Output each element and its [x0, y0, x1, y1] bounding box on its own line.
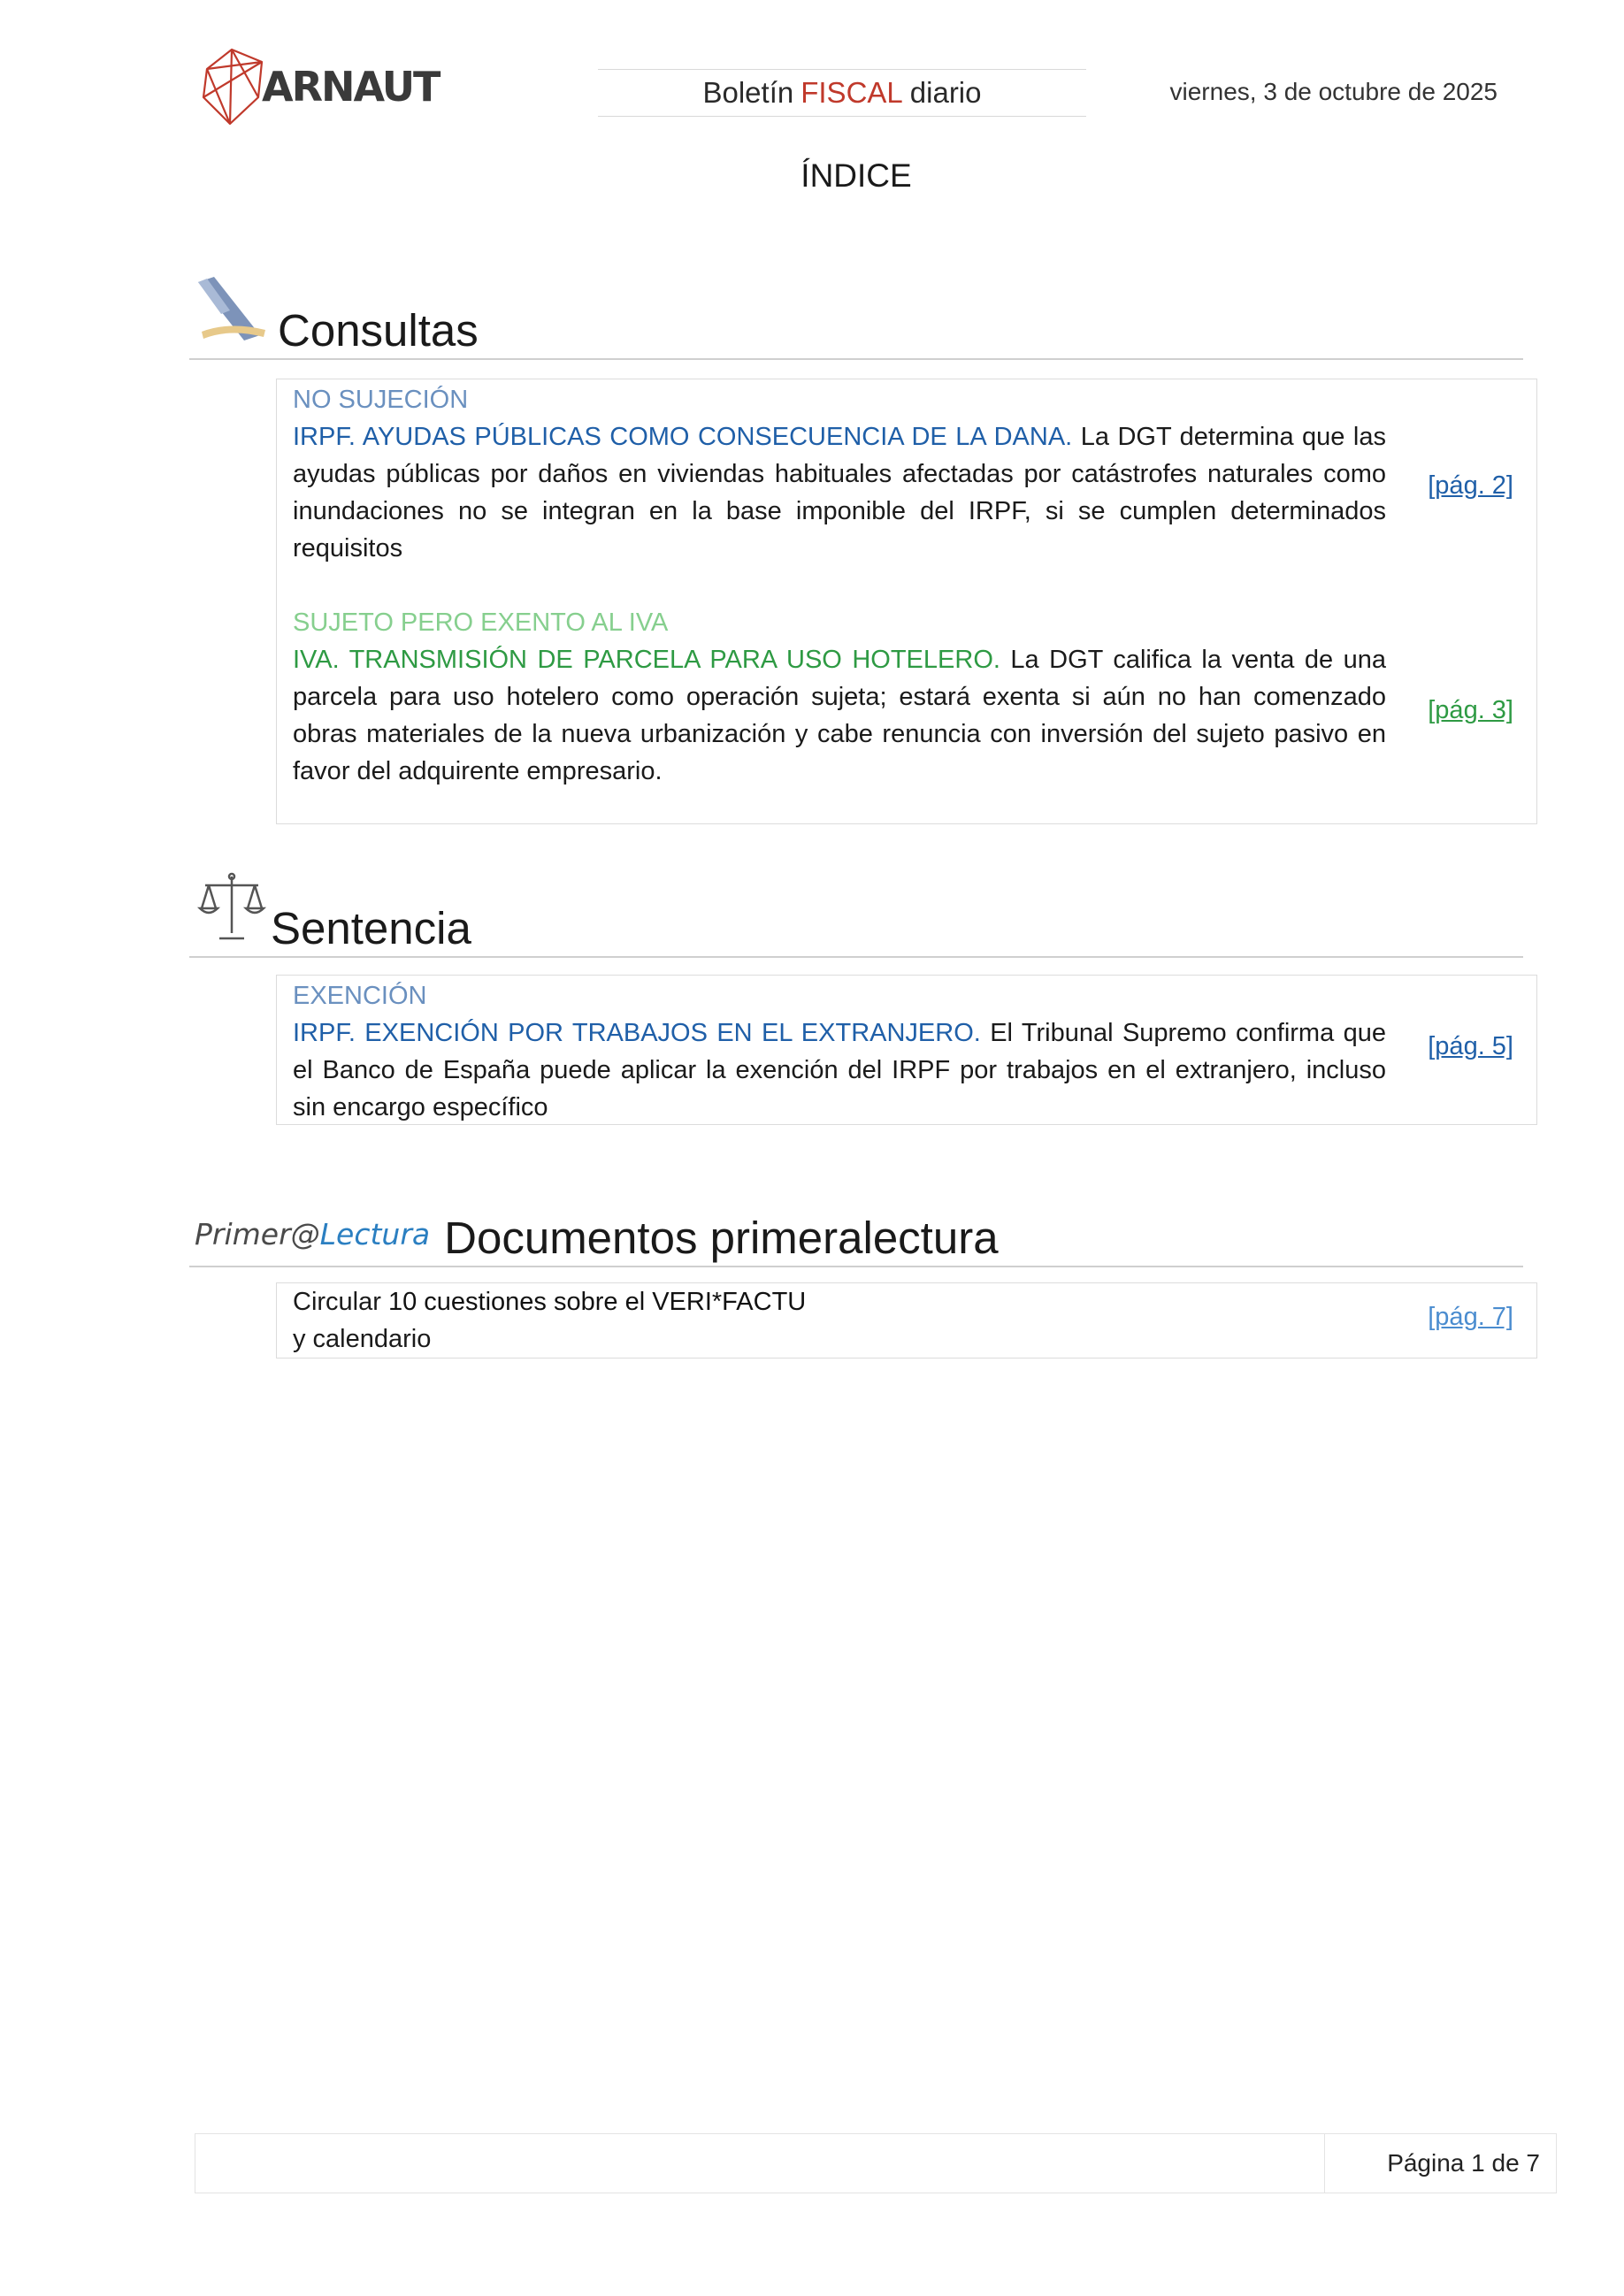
page-number: Página 1 de 7: [1324, 2134, 1556, 2193]
entry-text: La DGT califica la venta de una parcela para uso hotelero como operación sujeta; estará exenta si aún no han comenzado obras materiales de la nueva urbanización y cabe renuncia con inversión del sujeto pasivo en favor del adquirente empresario.: [293, 646, 1387, 785]
entry-text: La DGT determina que las ayudas públicas por daños en viviendas habituales afectadas por catástrofes naturales como inundaciones no se integran en la base imponible del IRPF, si se cumplen determinados requisitos: [293, 423, 1386, 563]
list-item: [277, 567, 1536, 790]
entry-heading: IRPF. AYUDAS PÚBLICAS COMO CONSECUENCIA DE LA DANA.: [293, 423, 1073, 451]
entry-heading: IRPF. EXENCIÓN POR TRABAJOS EN EL EXTRANJERO.: [293, 1019, 981, 1047]
primeralectura-logo: Primer@Lectura: [195, 1217, 431, 1251]
logo-text: ARNAUT: [262, 63, 440, 111]
scales-icon: [196, 869, 267, 945]
entry-heading: IVA. TRANSMISIÓN DE PARCELA PARA USO HOTELERO.: [293, 646, 1000, 674]
entry-body: [293, 418, 1386, 567]
page-link[interactable]: [pág. 3]: [1428, 696, 1513, 724]
aeat-logo-icon: [195, 273, 271, 348]
section-title-sentencia: Sentencia: [271, 903, 471, 953]
section-header-consultas: [189, 270, 1523, 360]
section-header-sentencia: [189, 862, 1523, 958]
documentos-box: [276, 1282, 1537, 1358]
list-item: [277, 976, 1536, 1126]
arnaut-logo: [196, 42, 453, 131]
section-title-consultas: Consultas: [278, 305, 479, 356]
consultas-box: [276, 379, 1537, 824]
page-link[interactable]: [pág. 7]: [1428, 1303, 1513, 1331]
bulletin-title: Boletín FISCAL diario: [598, 69, 1086, 117]
bulletin-fiscal-word: FISCAL: [801, 76, 903, 109]
crystal-logo-icon: [196, 42, 267, 131]
entry-category: NO SUJECIÓN: [293, 386, 469, 414]
sentencia-box: [276, 975, 1537, 1125]
bulletin-date: viernes, 3 de octubre de 2025: [1169, 78, 1498, 105]
entry-line-2: y calendario: [293, 1325, 432, 1353]
entry-prefix: Circular: [293, 1288, 381, 1316]
page-footer: [195, 2133, 1557, 2193]
page-link[interactable]: [pág. 5]: [1428, 1032, 1513, 1060]
list-item: [277, 379, 1536, 567]
section-title-documentos: Documentos primeralectura: [444, 1213, 999, 1263]
entry-line-1: [293, 1283, 1386, 1320]
page-link[interactable]: [pág. 2]: [1428, 471, 1513, 500]
entry-body: [293, 641, 1386, 790]
entry-body: [293, 1014, 1386, 1126]
entry-category: EXENCIÓN: [293, 982, 427, 1010]
entry-category: SUJETO PERO EXENTO AL IVA: [293, 608, 669, 637]
section-header-documentos: [189, 1181, 1523, 1267]
entry-highlight: 10 cuestiones sobre el VERI*FACTU: [387, 1288, 807, 1316]
list-item: [277, 1283, 1536, 1358]
index-title: ÍNDICE: [801, 157, 912, 194]
entry-text: El Tribunal Supremo confirma que el Banco de España puede aplicar la exención del IRPF por trabajos en el extranjero, incluso sin encargo específico: [293, 1019, 1386, 1121]
